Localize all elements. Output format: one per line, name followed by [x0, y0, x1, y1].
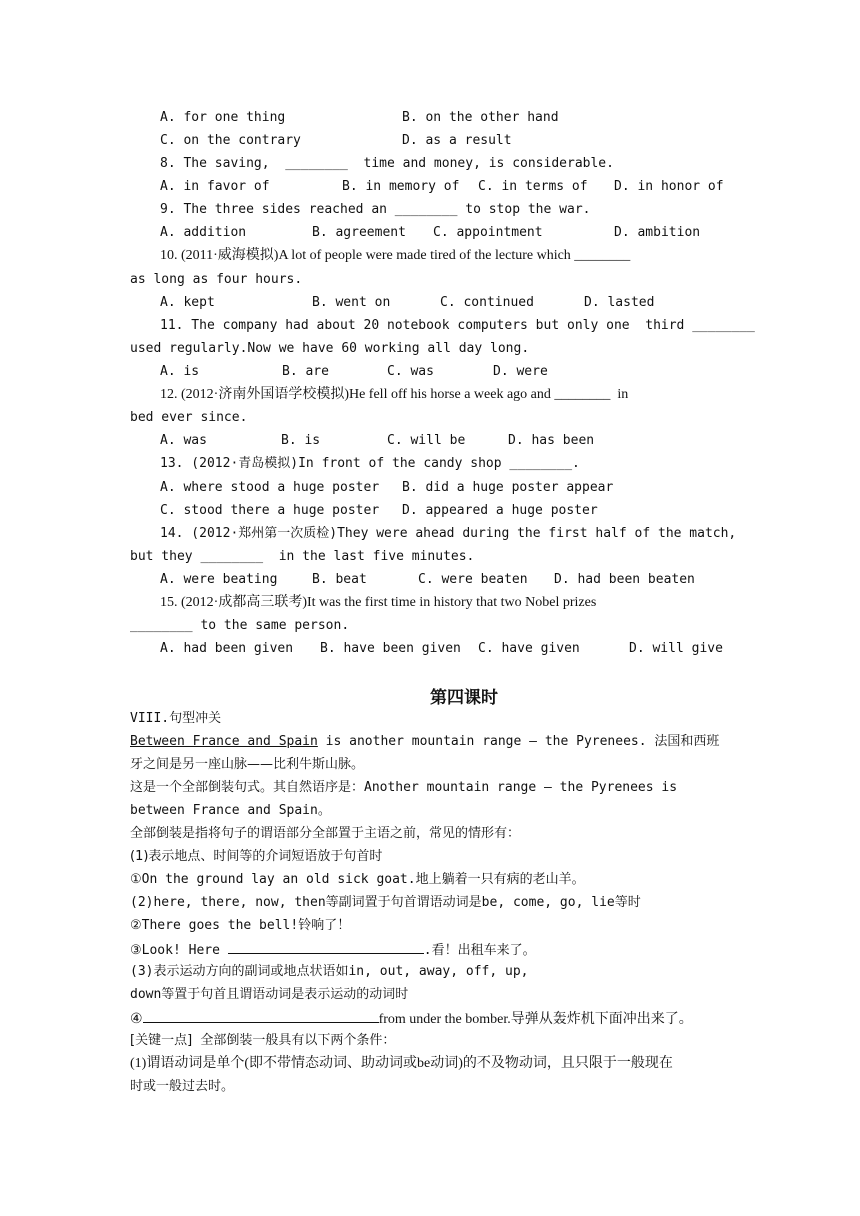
- q14-stem-line2: but they ________ in the last five minutes.: [130, 549, 475, 564]
- q10-stem-line2: as long as four hours.: [130, 272, 303, 287]
- q13-option-d: D. appeared a huge poster: [402, 503, 598, 518]
- q7-option-b: B. on the other hand: [402, 110, 559, 125]
- q13-stem: 13. (2012·青岛模拟)In front of the candy shop ________.: [160, 456, 580, 471]
- q12-stem-line1: 12. (2012·济南外国语学校模拟)He fell off his horse a week ago and ________ in: [160, 387, 629, 402]
- example-1: ①On the ground lay an old sick goat.地上躺着一只有病的老山羊。: [130, 872, 585, 887]
- q13-option-c: C. stood there a huge poster: [160, 503, 380, 518]
- example-4-prefix: ④: [130, 1012, 143, 1027]
- explanation-line3: 全部倒装是指将句子的谓语部分全部置于主语之前，常见的情形有：: [130, 826, 521, 841]
- q9-option-b: B. agreement: [312, 225, 406, 240]
- q10-option-a: A. kept: [160, 295, 215, 310]
- example-rest: is another mountain range — the Pyrenees. 法国和西班: [317, 734, 720, 749]
- q14-option-b: B. beat: [312, 572, 367, 587]
- q8-option-c: C. in terms of: [478, 179, 588, 194]
- q12-option-a: A. was: [160, 433, 207, 448]
- example-underlined: Between France and Spain: [130, 734, 318, 749]
- lesson-title: 第四课时: [430, 688, 498, 708]
- section-heading: VIII.句型冲关: [130, 711, 222, 726]
- q7-option-d: D. as a result: [402, 133, 512, 148]
- q12-option-c: C. will be: [387, 433, 466, 448]
- q13-option-b: B. did a huge poster appear: [402, 480, 614, 495]
- q8-option-b: B. in memory of: [342, 179, 460, 194]
- q11-option-c: C. was: [387, 364, 434, 379]
- q11-option-a: A. is: [160, 364, 200, 379]
- q14-option-d: D. had been beaten: [554, 572, 695, 587]
- q7-option-a: A. for one thing: [160, 110, 286, 125]
- q11-stem-line2: used regularly.Now we have 60 working all day long.: [130, 341, 530, 356]
- case-2: (2)here, there, now, then等副词置于句首谓语动词是be, come, go, lie等时: [130, 895, 641, 910]
- q15-option-c: C. have given: [478, 641, 580, 656]
- example-4-blank: [143, 1009, 379, 1023]
- example-2: ②There goes the bell!铃响了！: [130, 918, 351, 933]
- q15-option-b: B. have been given: [320, 641, 461, 656]
- q15-option-d: D. will give: [629, 641, 723, 656]
- q10-option-d: D. lasted: [584, 295, 655, 310]
- explanation-line2: between France and Spain。: [130, 803, 331, 818]
- example-translation: 牙之间是另一座山脉——比利牛斯山脉。: [130, 757, 365, 772]
- q10-stem-line1: 10. (2011·威海模拟)A lot of people were made tired of the lecture which ________: [160, 248, 631, 263]
- q8-option-a: A. in favor of: [160, 179, 270, 194]
- q15-stem-line2: ________ to the same person.: [130, 618, 350, 633]
- q12-option-b: B. is: [281, 433, 321, 448]
- case-1: (1)表示地点、时间等的介词短语放于句首时: [130, 849, 383, 864]
- q10-option-b: B. went on: [312, 295, 391, 310]
- q8-stem: 8. The saving, ________ time and money, is considerable.: [160, 156, 614, 171]
- q10-option-c: C. continued: [440, 295, 534, 310]
- q11-option-d: D. were: [493, 364, 548, 379]
- q15-stem-line1: 15. (2012·成都高三联考)It was the first time in history that two Nobel prizes: [160, 595, 597, 610]
- q13-option-a: A. where stood a huge poster: [160, 480, 380, 495]
- q14-option-c: C. were beaten: [418, 572, 528, 587]
- q12-option-d: D. has been: [508, 433, 595, 448]
- q12-stem-line2: bed ever since.: [130, 410, 248, 425]
- q7-option-c: C. on the contrary: [160, 133, 301, 148]
- q9-stem: 9. The three sides reached an ________ to stop the war.: [160, 202, 591, 217]
- q8-option-d: D. in honor of: [614, 179, 724, 194]
- q14-stem-line1: 14. (2012·郑州第一次质检)They were ahead during the first half of the match,: [160, 526, 737, 541]
- case-3-line2: down等置于句首且谓语动词是表示运动的动词时: [130, 987, 409, 1002]
- q11-stem-line1: 11. The company had about 20 notebook computers but only one third ________: [160, 318, 755, 333]
- example-3-blank: [228, 940, 424, 954]
- example-3-prefix: ③Look! Here: [130, 943, 228, 958]
- q9-option-a: A. addition: [160, 225, 247, 240]
- key-point: [关键一点] 全部倒装一般具有以下两个条件：: [130, 1033, 396, 1048]
- q9-option-d: D. ambition: [614, 225, 701, 240]
- example-3-suffix: .看！出租车来了。: [423, 943, 536, 958]
- condition-1-line2: 时或一般过去时。: [130, 1079, 235, 1094]
- example-4-suffix: from under the bomber.导弹从轰炸机下面冲出来了。: [378, 1012, 693, 1027]
- q9-option-c: C. appointment: [433, 225, 543, 240]
- example-sentence: [130, 733, 719, 751]
- example-4: [130, 1009, 693, 1029]
- condition-1-line1: (1)谓语动词是单个(即不带情态动词、助动词或be动词)的不及物动词，且只限于一般现在: [130, 1056, 673, 1071]
- q11-option-b: B. are: [282, 364, 329, 379]
- example-3: [130, 940, 536, 960]
- q15-option-a: A. had been given: [160, 641, 294, 656]
- explanation-line1: 这是一个全部倒装句式。其自然语序是：Another mountain range — the Pyrenees is: [130, 780, 678, 795]
- q14-option-a: A. were beating: [160, 572, 278, 587]
- case-3-line1: (3)表示运动方向的副词或地点状语如in, out, away, off, up,: [130, 964, 529, 979]
